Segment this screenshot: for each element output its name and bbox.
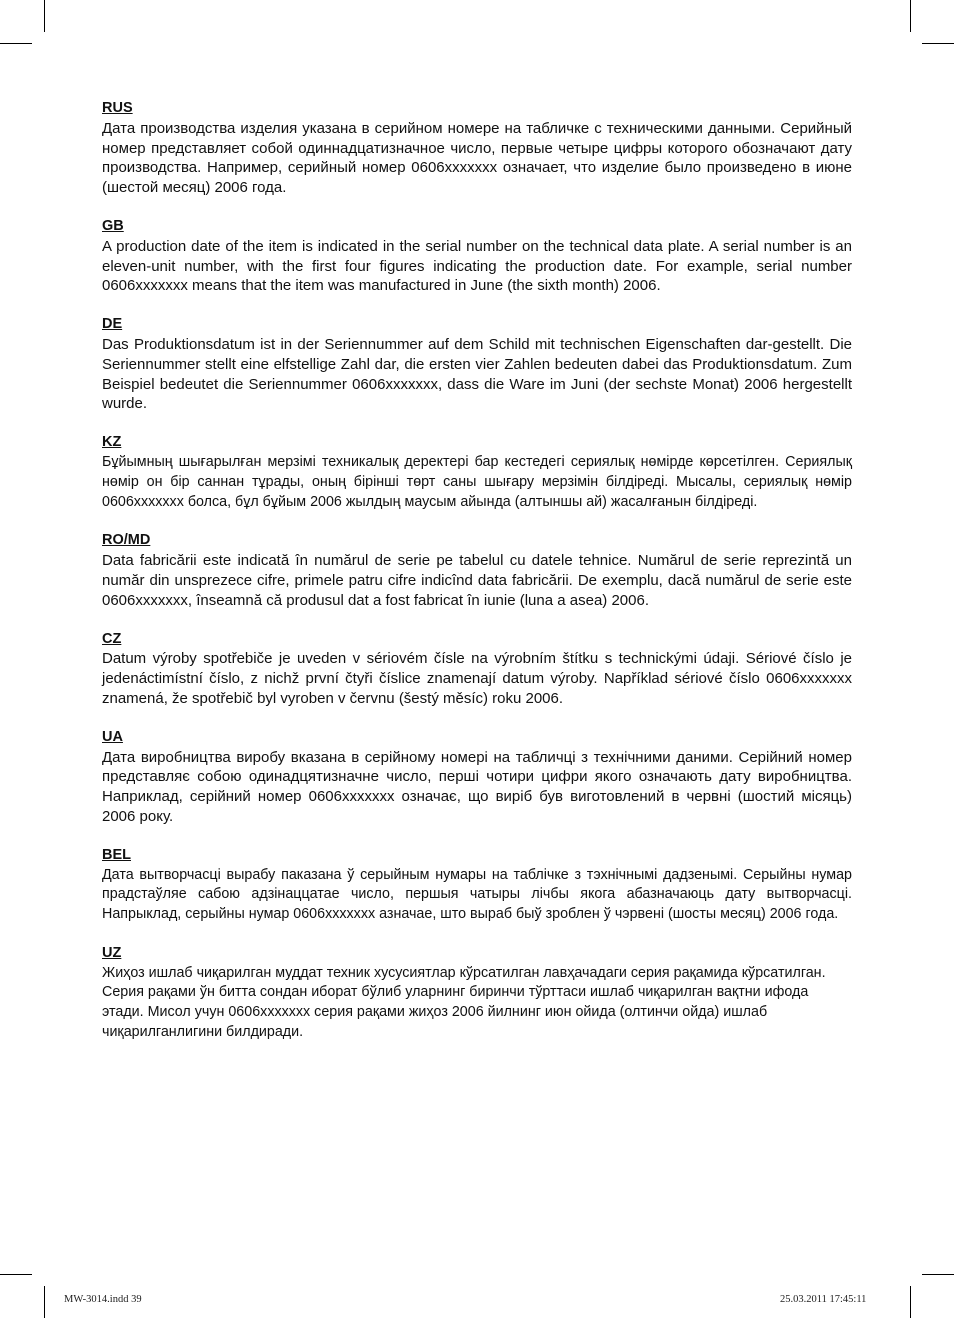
section-text: Data fabricării este indicată în numărul de serie pe tabelul cu datele tehnice. Numărul de serie reprezintă un număr din unsprezece cifre, primele patru cifre indicînd data fabricării. De exemplu, dacă numărul de serie este 0606xxxxxxx, înseamnă că produsul dat a fost fabricat în iunie (luna a asea) 2006. [102, 552, 852, 609]
crop-mark-top-left-horizontal [0, 43, 32, 44]
crop-mark-top-right-horizontal [922, 43, 954, 44]
section-rus [102, 99, 852, 198]
section-ro-md [102, 531, 852, 610]
section-de [102, 315, 852, 414]
language-code: CZ [102, 630, 122, 647]
language-code: BEL [102, 846, 131, 863]
section-text: Datum výroby spotřebiče je uveden v sériovém čísle na výrobním štítku s technickými údaji. Sériové číslo je jedenáctimístní číslo, z nichž první čtyři číslice znamenají datum výroby. Například sériové číslo 0606xxxxxxx znamená, že spotřebič byl vyroben v červnu (šestý měsíc) roku 2006. [102, 650, 852, 707]
crop-mark-top-left-vertical [44, 0, 45, 32]
language-code: DE [102, 316, 123, 333]
section-text: Дата виробництва виробу вказана в серійному номері на табличці з технічними даними. Серійний номер представляє собою одинадцятизначне число, перші чотири цифри якого означають дату виробництва. Наприклад, серійний номер 0606xxxxxxx означає, що виріб був виготовлений в червні (шостий місяць) 2006 року. [102, 748, 852, 825]
language-code: RUS [102, 100, 133, 116]
page-content [102, 99, 852, 1062]
section-text: Das Produktionsdatum ist in der Seriennummer auf dem Schild mit technischen Eigenschaften dar-gestellt. Die Seriennummer stellt eine elfstellige Zahl dar, die ersten vier Zahlen bedeuten dabei das Produktionsdatum. Zum Beispiel bedeutet die Seriennummer 0606xxxxxxx, dass die Ware im Juni (der sechste Monat) 2006 hergestellt wurde. [102, 335, 852, 413]
language-code: KZ [102, 434, 122, 451]
crop-mark-bottom-right-vertical [910, 1286, 911, 1318]
section-text: A production date of the item is indicated in the serial number on the technical data plate. A serial number is an eleven-unit number, with the first four figures indicating the production date. For example, serial number 0606xxxxxxx means that the item was manufactured in June (the sixth month) 2006. [102, 237, 852, 295]
section-bel [102, 846, 852, 925]
section-text: Дата производства изделия указана в серийном номере на табличке с техническими данными. Серийный номер представляет собой одиннадцатизначное число, первые четыре цифры которого обозначают дату производства. Например, серийный номер 0606xxxxxxx означает, что изделие было произведено в июне (шестой месяц) 2006 года. [102, 119, 852, 197]
language-code: UZ [102, 944, 122, 961]
crop-mark-bottom-right-horizontal [922, 1274, 954, 1275]
language-code: UA [102, 728, 123, 745]
section-text: Жиҳоз ишлаб чиқарилган муддат техник хусусиятлар кўрсатилган лавҳачадаги серия рақамида кўрсатилган. Серия рақами ўн битта сондан иборат бўлиб уларнинг биринчи тўрттаси ишлаб чиқарилган вақтни ифода этади. Мисол учун 0606xxxxxxx серия рақами жиҳоз 2006 йилнинг июн ойида (олтинчи ойда) ишлаб чиқарилганлигини билдиради. [102, 964, 826, 1041]
section-ua [102, 728, 852, 827]
crop-mark-bottom-left-horizontal [0, 1274, 32, 1275]
language-code: RO/MD [102, 532, 151, 549]
section-uz [102, 944, 852, 1043]
language-code: GB [102, 217, 124, 234]
footer-filename: MW-3014.indd 39 [64, 1294, 142, 1305]
crop-mark-top-right-vertical [910, 0, 911, 32]
section-cz [102, 630, 852, 709]
footer-timestamp: 25.03.2011 17:45:11 [780, 1294, 867, 1305]
section-text: Бұйымның шығарылған мерзімі техникалық деректері бар кестедегі сериялық нөмірде көрсетілген. Сериялық нөмір он бір саннан тұрады, оның бірінші төрт саны шығару мерзімін білдіреді. Мысалы, сериялық нөмір 0606xxxxxxx болса, бұл бұйым 2006 жылдың маусым айында (алтыншы ай) жасалғанын білдіреді. [102, 453, 852, 510]
section-kz [102, 433, 852, 512]
section-gb [102, 217, 852, 296]
section-text: Дата вытворчасці вырабу паказана ў серыйным нумары на таблічке з тэхнічнымі дадзенымі. Серыйны нумар прадстаўляе сабою адзінаццатае число, першыя чатыры лічбы якога абазначаюць дату вытворчасці. Напрыклад, серыйны нумар 0606xxxxxxx азначае, што выраб быў зроблен ў чэрвені (шосты месяц) 2006 года. [102, 866, 852, 923]
crop-mark-bottom-left-vertical [44, 1286, 45, 1318]
